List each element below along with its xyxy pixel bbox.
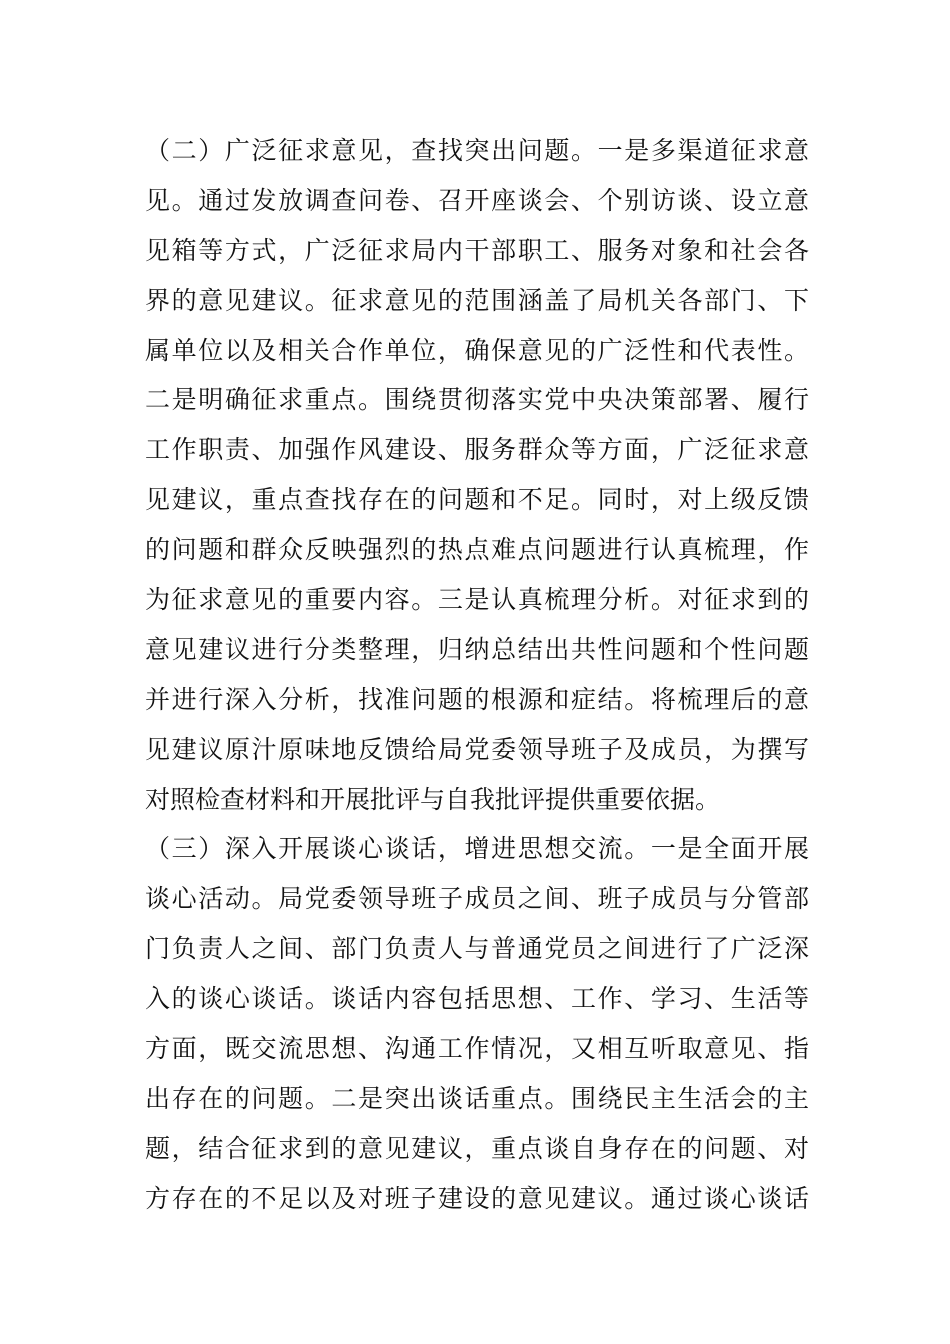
text-line: 门负责人之间、部门负责人与普通党员之间进行了广泛深	[145, 934, 809, 964]
text-line: 工作职责、加强作风建设、服务群众等方面，广泛征求意	[145, 435, 809, 465]
text-line: 出存在的问题。二是突出谈话重点。围绕民主生活会的主	[145, 1083, 809, 1113]
text-line: （三）深入开展谈心谈话，增进思想交流。一是全面开展	[145, 834, 809, 864]
text-line: 属单位以及相关合作单位，确保意见的广泛性和代表性。	[145, 335, 809, 365]
text-line: 并进行深入分析，找准问题的根源和症结。将梳理后的意	[145, 684, 809, 714]
text-line: 界的意见建议。征求意见的范围涵盖了局机关各部门、下	[145, 285, 809, 315]
text-line: 见箱等方式，广泛征求局内干部职工、服务对象和社会各	[145, 235, 809, 265]
text-line: 见建议，重点查找存在的问题和不足。同时，对上级反馈	[145, 485, 809, 515]
text-line: 见建议原汁原味地反馈给局党委领导班子及成员，为撰写	[145, 734, 809, 764]
text-line: （二）广泛征求意见，查找突出问题。一是多渠道征求意	[145, 136, 809, 165]
text-line: 方存在的不足以及对班子建设的意见建议。通过谈心谈话	[145, 1183, 809, 1213]
text-line: 入的谈心谈话。谈话内容包括思想、工作、学习、生活等	[145, 984, 809, 1014]
text-line: 的问题和群众反映强烈的热点难点问题进行认真梳理，作	[145, 535, 809, 565]
text-line: 意见建议进行分类整理，归纳总结出共性问题和个性问题	[145, 634, 809, 664]
text-line: 见。通过发放调查问卷、召开座谈会、个别访谈、设立意	[145, 185, 809, 215]
body-text	[145, 126, 809, 1224]
text-line: 谈心活动。局党委领导班子成员之间、班子成员与分管部	[145, 884, 809, 914]
text-line: 方面，既交流思想、沟通工作情况，又相互听取意见、指	[145, 1034, 809, 1064]
text-line: 为征求意见的重要内容。三是认真梳理分析。对征求到的	[145, 585, 809, 615]
text-line: 二是明确征求重点。围绕贯彻落实党中央决策部署、履行	[145, 385, 809, 415]
text-line: 题，结合征求到的意见建议，重点谈自身存在的问题、对	[145, 1133, 809, 1163]
text-line: 对照检查材料和开展批评与自我批评提供重要依据。	[145, 784, 721, 814]
